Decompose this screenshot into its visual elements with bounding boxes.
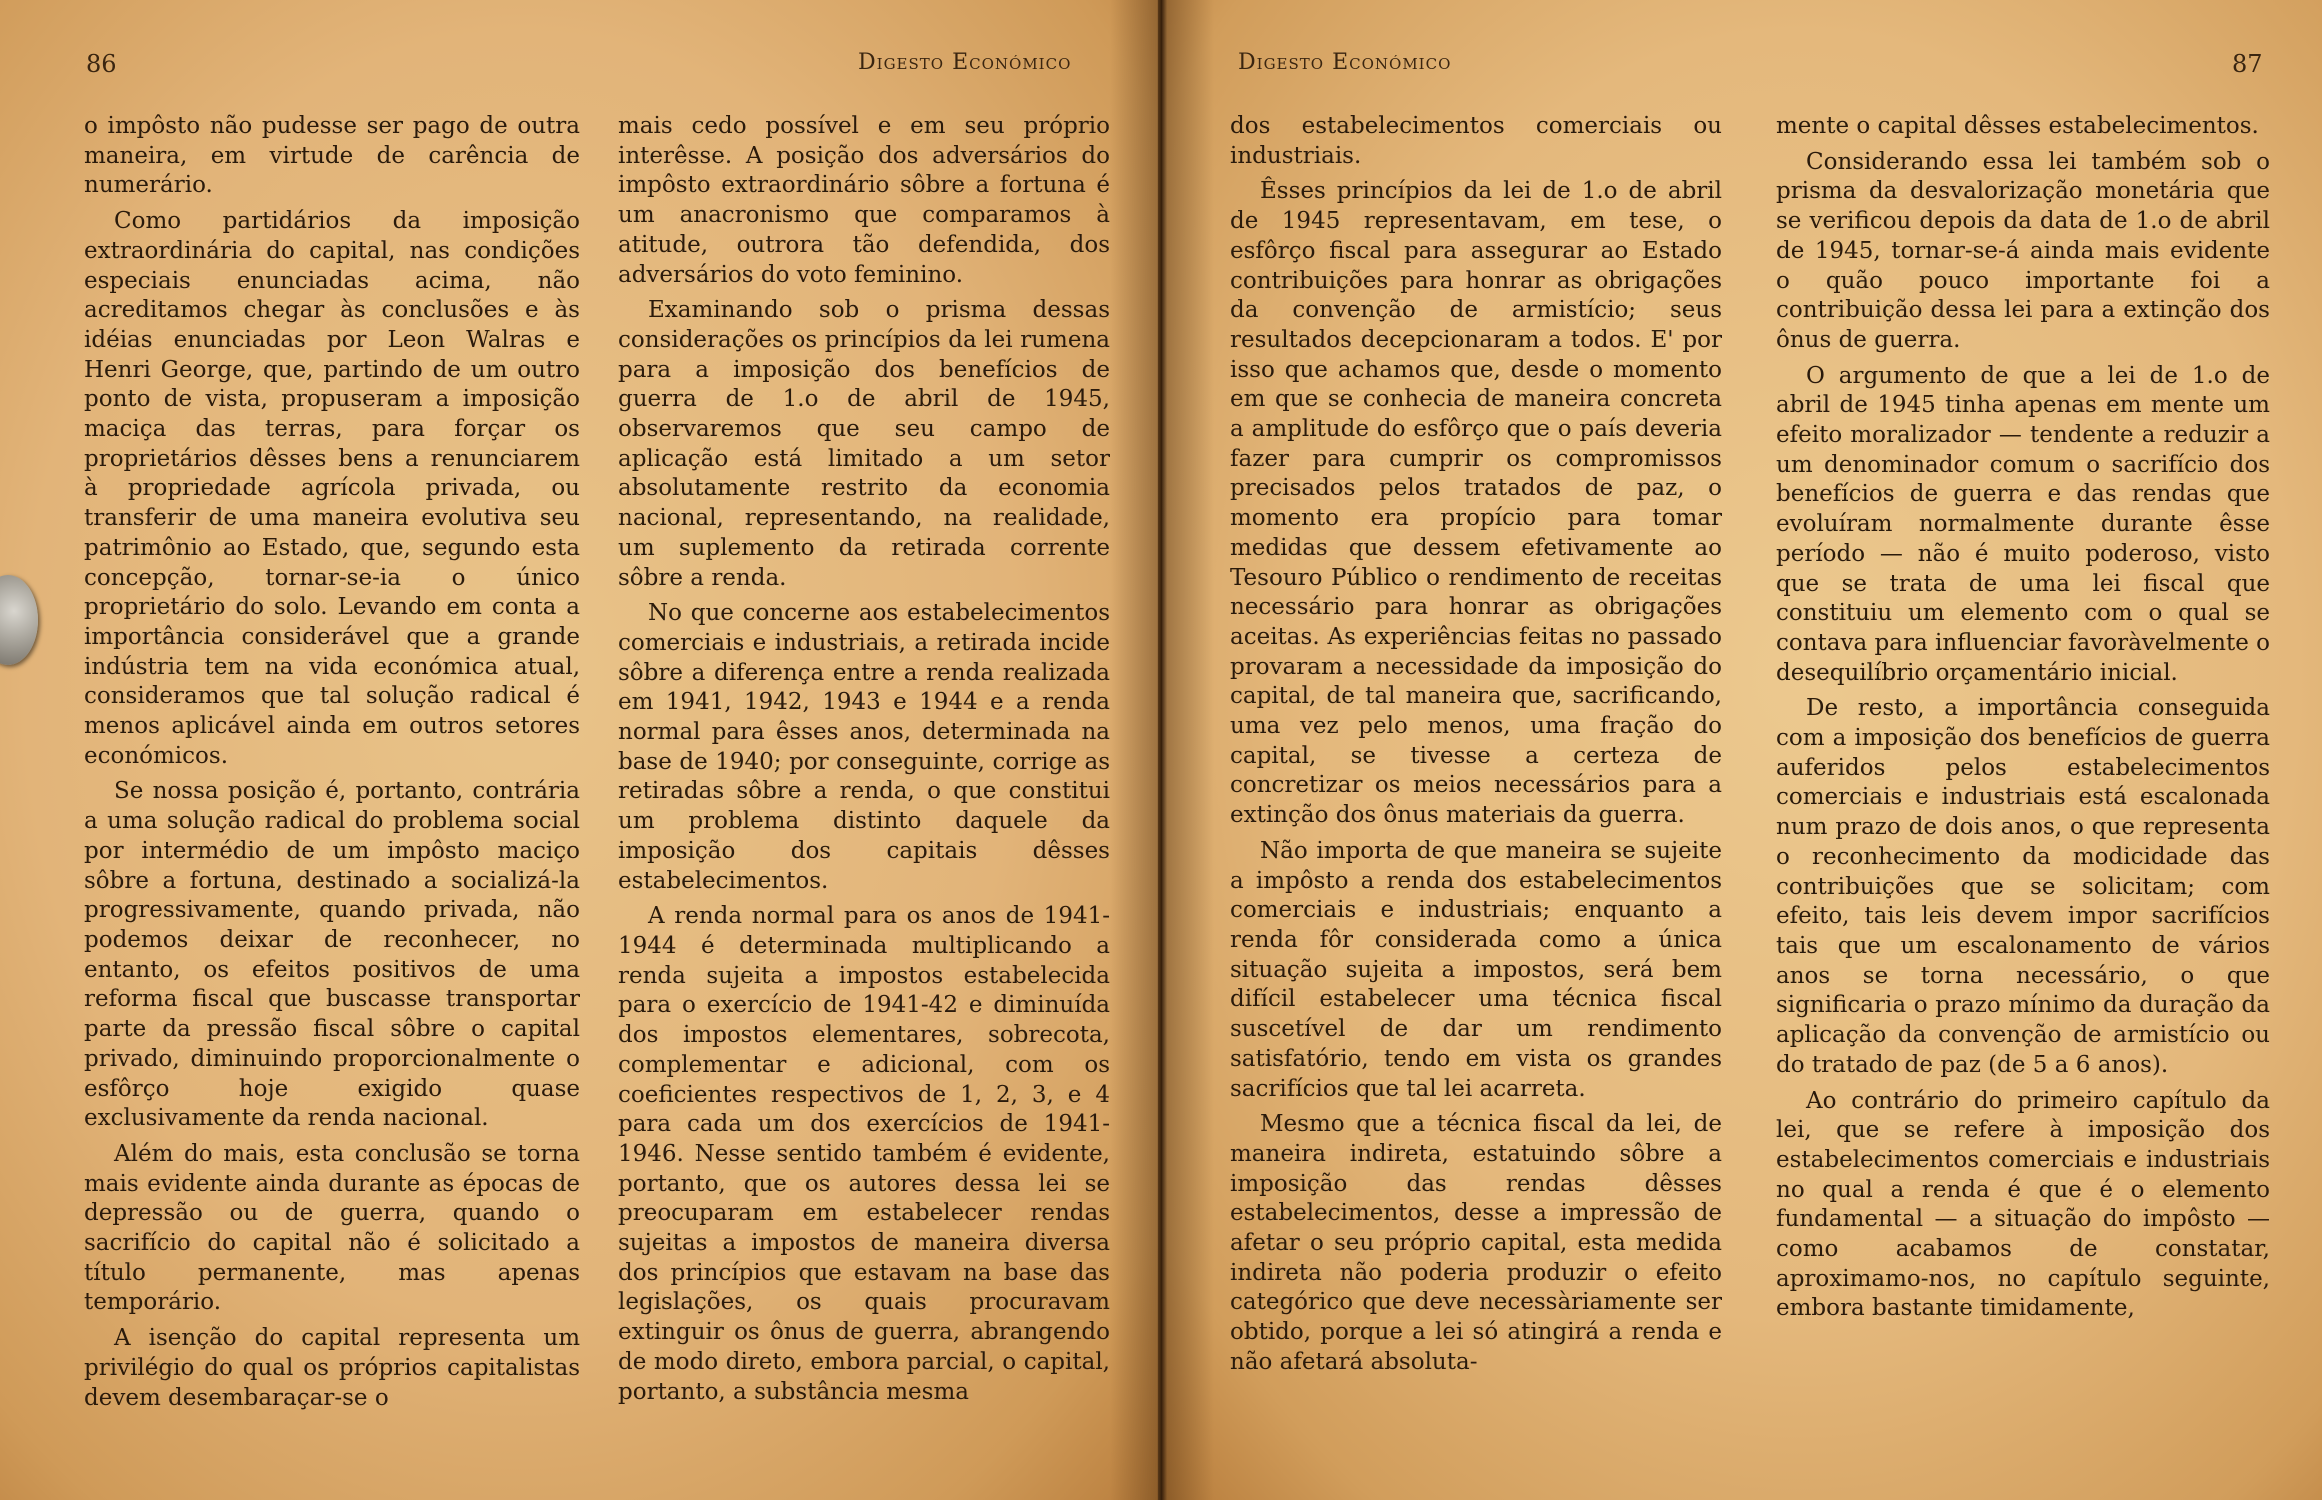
paragraph: A renda normal para os anos de 1941-1944 é determinada multiplicando a renda sujeita a impostos estabelecida para o exercício de 1941-42 e diminuída dos impostos elementares, sobrecota, complementar e adicional, com os coeficientes respectivos de 1, 2, 3, e 4 para cada um dos exercícios de 1941-1946. Nesse sentido também é evidente, portanto, que os autores dessa lei se preocuparam em estabelecer rendas sujeitas a impostos de maneira diversa dos princípios que estavam na base das legislações, os quais procuravam extinguir os ônus de guerra, abrangendo de modo direto, embora parcial, o capital, portanto, a substância mesma [618, 903, 1110, 1405]
left-page-column-2 [618, 112, 1110, 1407]
paper-clip [0, 575, 38, 665]
paragraph: o impôsto não pudesse ser pago de outra maneira, em virtude de carência de numerário. [84, 113, 580, 199]
paragraph: Considerando essa lei também sob o prisma da desvalorização monetária que se verificou depois da data de 1.o de abril de 1945, tornar-se-á ainda mais evidente o quão pouco importante foi a contribuição dessa lei para a extinção dos ônus de guerra. [1776, 148, 2270, 353]
paragraph: Se nossa posição é, portanto, contrária a uma solução radical do problema social por intermédio de um impôsto maciço sôbre a fortuna, destinado a socializá-la progressivamente, quando privada, não podemos deixar de reconhecer, no entanto, os efeitos positivos de uma reforma fiscal que buscasse transportar parte da pressão fiscal sôbre o capital privado, diminuindo proporcionalmente o esfôrço hoje exigido quase exclusivamente da renda nacional. [84, 778, 580, 1132]
paragraph: mais cedo possível e em seu próprio interêsse. A posição dos adversários do impôsto extraordinário sôbre a fortuna é um anacronismo que comparamos à atitude, outrora tão defendida, dos adversários do voto feminino. [618, 113, 1110, 288]
left-running-head: Digesto Económico [858, 50, 1072, 75]
paragraph: Êsses princípios da lei de 1.o de abril de 1945 representavam, em tese, o esfôrço fiscal para assegurar ao Estado contribuições para honrar as obrigações da convenção de armistício; seus resultados decepcionaram a todos. E' por isso que achamos que, desde o momento em que se conhecia de maneira concreta a amplitude do esfôrço que o país deveria fazer para cumprir os compromissos precisados pelos tratados de paz, o momento era propício para tomar medidas que dessem efetivamente ao Tesouro Público o rendimento de receitas necessário para honrar as obrigações aceitas. As experiências feitas no passado provaram a necessidade da imposição do capital, de tal maneira que, sacrificando, uma vez pelo menos, uma fração do capital, se tivesse a certeza de concretizar os meios necessários para a extinção dos ônus materiais da guerra. [1230, 178, 1722, 829]
left-page [0, 0, 1158, 1500]
right-page-column-2 [1776, 112, 2270, 1324]
paragraph: Como partidários da imposição extraordinária do capital, nas condições especiais enunciadas acima, não acreditamos chegar às conclusões e às idéias enunciadas por Leon Walras e Henri George, que, partindo de um outro ponto de vista, propuseram a imposição maciça das terras, para forçar os proprietários dêsses bens a renunciarem à propriedade agrícola privada, ou transferir de uma maneira evolutiva seu patrimônio ao Estado, que, segundo esta concepção, tornar-se-ia o único proprietário do solo. Levando em conta a importância considerável que a grande indústria tem na vida económica atual, consideramos que tal solução radical é menos aplicável ainda em outros setores económicos. [84, 208, 580, 769]
right-running-head: Digesto Económico [1238, 50, 1452, 75]
left-page-column-1 [84, 112, 580, 1413]
paragraph: A isenção do capital representa um privilégio do qual os próprios capitalistas devem desembaraçar-se o [84, 1325, 580, 1411]
paragraph: No que concerne aos estabelecimentos comerciais e industriais, a retirada incide sôbre a diferença entre a renda realizada em 1941, 1942, 1943 e 1944 e a renda normal para êsses anos, determinada na base de 1940; por conseguinte, corrige as retiradas sôbre a renda, o que constitui um problema distinto daquele da imposição dos capitais dêsses estabelecimentos. [618, 600, 1110, 894]
paragraph: O argumento de que a lei de 1.o de abril de 1945 tinha apenas em mente um efeito moralizador — tendente a reduzir a um denominador comum o sacrifício dos benefícios de guerra e das rendas que evoluíram normalmente durante êsse período — não é muito poderoso, visto que se trata de uma lei fiscal que constituiu um elemento com o qual se contava para influenciar favoràvelmente o desequilíbrio orçamentário inicial. [1776, 362, 2270, 686]
paragraph: De resto, a importância conseguida com a imposição dos benefícios de guerra auferidos pelos estabelecimentos comerciais e industriais está escalonada num prazo de dois anos, o que representa o reconhecimento da modicidade das contribuições que se solicitam; com efeito, tais leis devem impor sacrifícios tais que um escalonamento de vários anos se torna necessário, o que significaria o prazo mínimo da duração da aplicação da convenção de armistício ou do tratado de paz (de 5 a 6 anos). [1776, 695, 2270, 1078]
paragraph: Mesmo que a técnica fiscal da lei, de maneira indireta, estatuindo sôbre a imposição das rendas dêsses estabelecimentos, desse a impressão de afetar o seu próprio capital, esta medida indireta não poderia produzir o efeito categórico que deve necessàriamente ser obtido, porque a lei só atingirá a renda e não afetará absoluta- [1230, 1111, 1722, 1375]
paragraph: mente o capital dêsses estabelecimentos. [1776, 113, 2259, 139]
paragraph: Examinando sob o prisma dessas considerações os princípios da lei rumena para a imposição dos benefícios de guerra de 1.o de abril de 1945, observaremos que seu campo de aplicação está limitado a um setor absolutamente restrito da economia nacional, representando, na realidade, um suplemento da retirada corrente sôbre a renda. [618, 297, 1110, 591]
paragraph: dos estabelecimentos comerciais ou industriais. [1230, 113, 1722, 169]
right-page-number: 87 [2232, 50, 2263, 78]
paragraph: Além do mais, esta conclusão se torna mais evidente ainda durante as épocas de depressão ou de guerra, quando o sacrifício do capital não é solicitado a título permanente, mas apenas temporário. [84, 1140, 580, 1316]
paragraph: Ao contrário do primeiro capítulo da lei, que se refere à imposição dos estabelecimentos comerciais e industriais no qual a renda é que é o elemento fundamental — a situação do impôsto — como acabamos de constatar, aproximamo-nos, no capítulo seguinte, embora bastante timidamente, [1776, 1087, 2270, 1322]
right-page [1162, 0, 2322, 1500]
book-gutter [1110, 0, 1214, 1500]
left-page-number: 86 [86, 50, 117, 78]
right-page-column-1 [1230, 112, 1722, 1378]
paragraph: Não importa de que maneira se sujeite a impôsto a renda dos estabelecimentos comerciais e industriais; enquanto a renda fôr considerada como a única situação sujeita a impostos, será bem difícil estabelecer uma técnica fiscal suscetível de dar um rendimento satisfatório, tendo em vista os grandes sacrifícios que tal lei acarreta. [1230, 837, 1722, 1102]
